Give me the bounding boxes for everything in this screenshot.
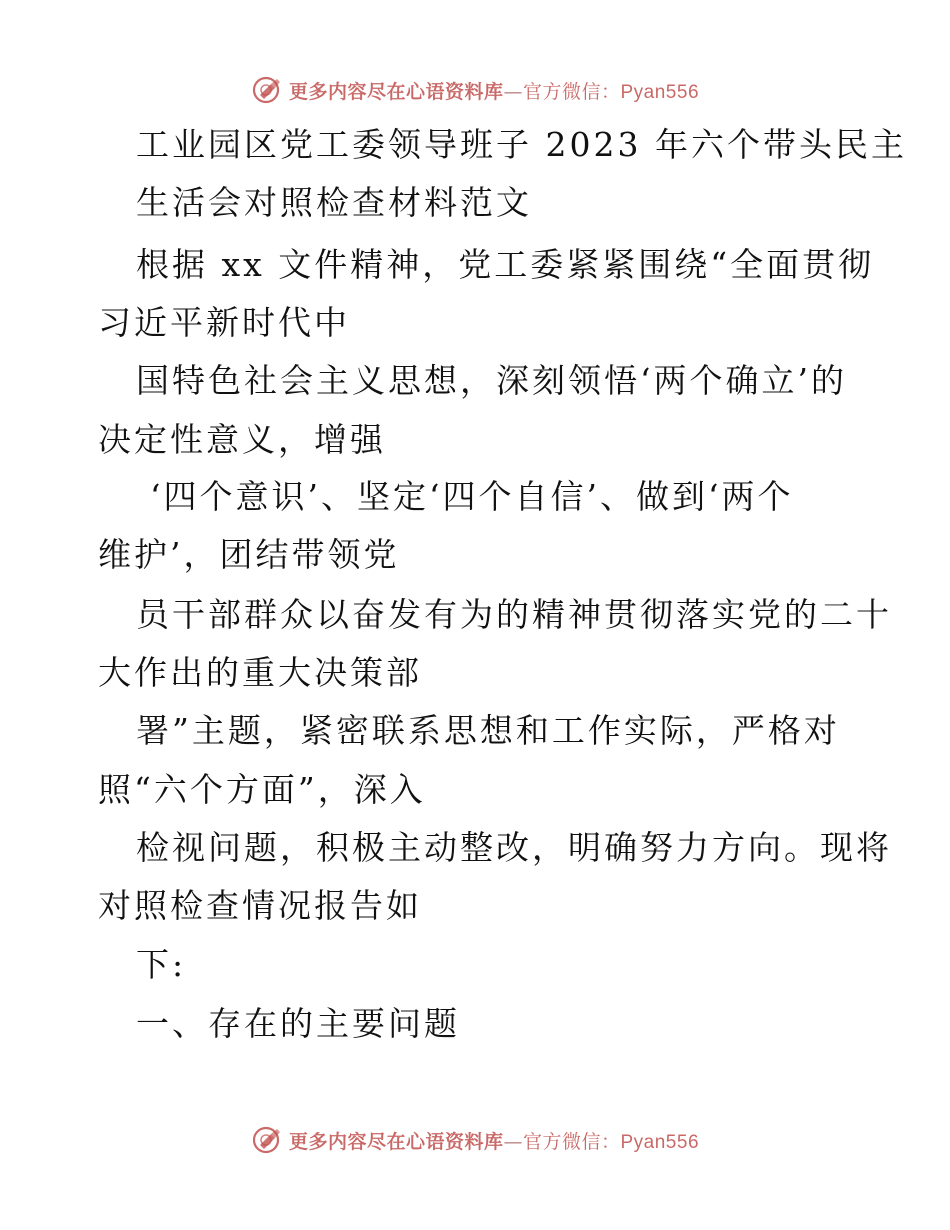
paragraph-line: 照“六个方面”，深入 <box>98 770 426 809</box>
pen-logo-icon <box>251 1123 285 1157</box>
paragraph-line: 国特色社会主义思想，深刻领悟‘两个确立’的 <box>136 361 847 400</box>
paragraph-line: 大作出的重大决策部 <box>98 653 422 692</box>
paragraph-line: 署”主题，紧密联系思想和工作实际，严格对 <box>136 711 840 750</box>
paragraph-line: ‘四个意识’、坚定‘四个自信’、做到‘两个 <box>150 477 794 516</box>
watermark-site-name: 更多内容尽在心语资料库 <box>288 80 504 103</box>
watermark-separator: — <box>503 80 523 103</box>
watermark-separator: — <box>503 1130 523 1153</box>
watermark-wechat-id: Pyan556 <box>620 1131 700 1153</box>
paragraph-line: 根据 xx 文件精神，党工委紧紧围绕“全面贯彻 <box>136 245 875 284</box>
watermark-label: 官方微信： <box>522 80 621 103</box>
footer-watermark <box>0 1120 950 1160</box>
watermark-label: 官方微信： <box>522 1130 621 1153</box>
paragraph-line: 决定性意义，增强 <box>98 420 386 459</box>
watermark-text <box>289 77 699 104</box>
header-watermark <box>0 70 950 110</box>
pen-logo-icon <box>251 73 285 107</box>
paragraph-line: 下: <box>136 945 187 984</box>
paragraph-line: 员干部群众以奋发有为的精神贯彻落实党的二十 <box>136 595 892 634</box>
paragraph-line: 对照检查情况报告如 <box>98 886 422 925</box>
watermark-site-name: 更多内容尽在心语资料库 <box>288 1130 504 1153</box>
watermark-text <box>289 1127 699 1154</box>
document-title-line-2: 生活会对照检查材料范文 <box>136 183 532 222</box>
paragraph-line: 习近平新时代中 <box>98 303 350 342</box>
paragraph-line: 维护’，团结带领党 <box>98 535 400 574</box>
document-title-line-1: 工业园区党工委领导班子 2023 年六个带头民主 <box>136 125 907 164</box>
watermark-wechat-id: Pyan556 <box>620 81 700 103</box>
paragraph-line: 检视问题，积极主动整改，明确努力方向。现将 <box>136 828 892 867</box>
section-heading: 一、存在的主要问题 <box>136 1004 460 1043</box>
